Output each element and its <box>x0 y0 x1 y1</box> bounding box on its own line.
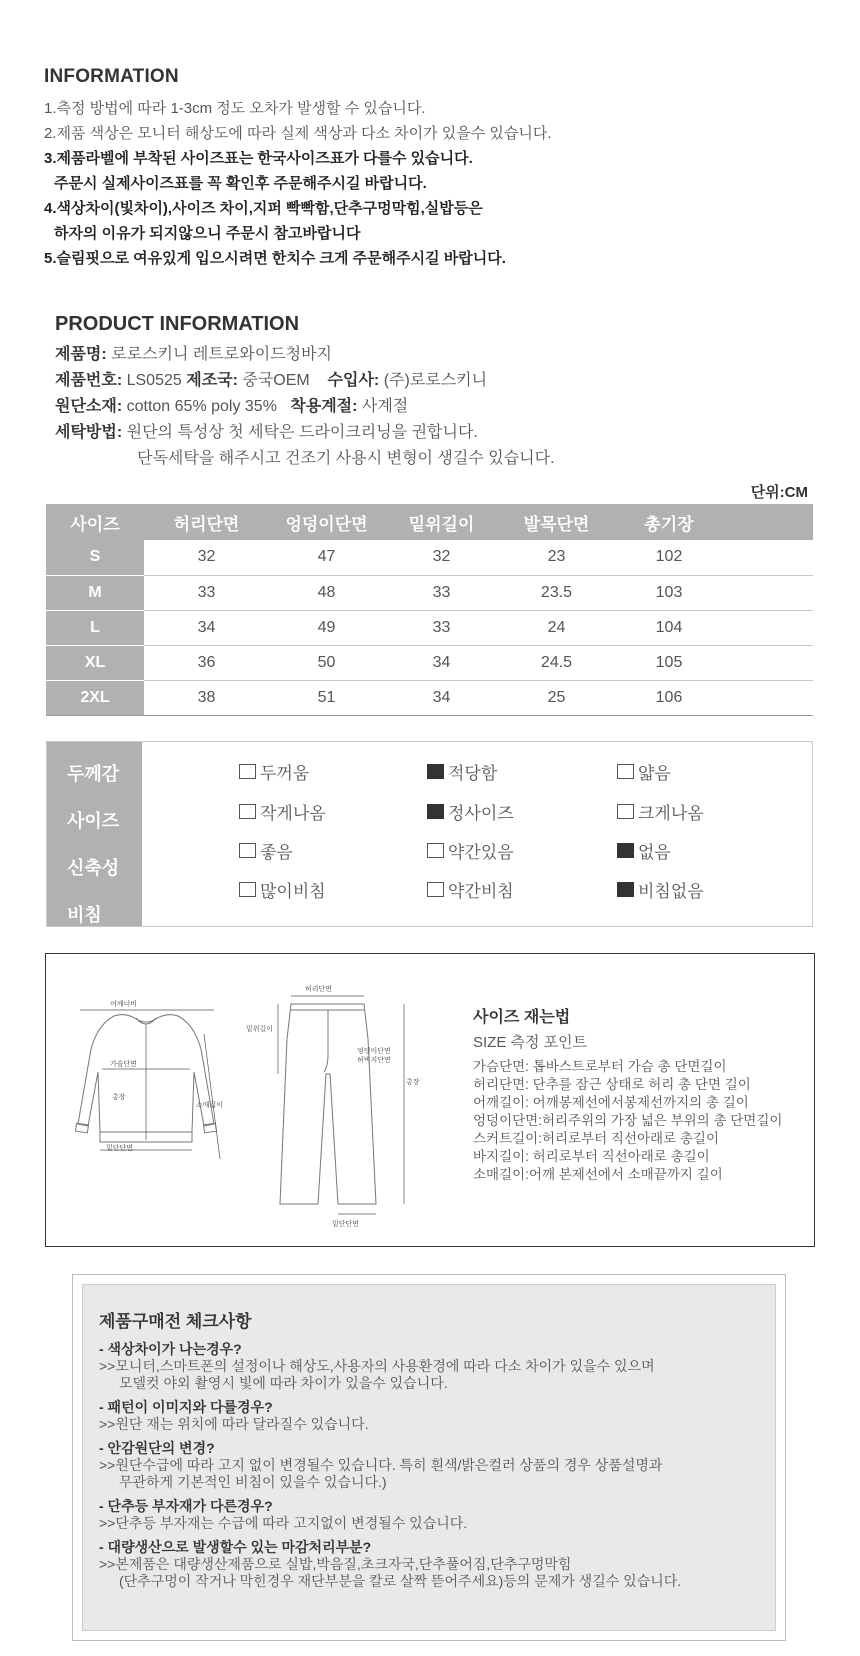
label-thigh: 허벅지단면 <box>357 1057 391 1064</box>
header-spacer <box>724 504 813 540</box>
info-line-5: 5.슬림핏으로 여유있게 입으시려면 한치수 크게 주문해주시길 바랍니다. <box>44 250 506 267</box>
feel-option-label: 좋음 <box>260 843 293 862</box>
feel-label-stretch: 신축성 <box>67 858 120 878</box>
label-sleeve: 소매길이 <box>196 1102 224 1109</box>
feel-option <box>617 799 704 824</box>
unchecked-box-icon <box>427 843 444 858</box>
product-name-label: 제품명: <box>55 346 107 363</box>
table-cell: 49 <box>269 610 384 645</box>
info-line-3: 3.제품라벨에 부착된 사이즈표는 한국사이즈표가 다를수 있습니다. <box>44 150 473 167</box>
fabric-row <box>55 394 815 420</box>
importer-label: 수입사: <box>327 372 380 389</box>
feel-label-column <box>47 742 142 926</box>
measure-point: 가슴단면: 톱바스트로부터 가슴 총 단면길이 <box>473 1059 727 1074</box>
feel-option <box>427 838 514 863</box>
feel-option-label: 크게나옴 <box>638 804 704 823</box>
feel-option-label: 약간비침 <box>448 882 514 901</box>
check-title: 제품구매전 체크사항 <box>99 1312 252 1331</box>
table-cell-empty <box>724 645 813 680</box>
table-cell: 106 <box>614 680 724 715</box>
table-cell: 36 <box>144 645 269 680</box>
feel-option <box>239 759 309 784</box>
table-cell: 33 <box>144 575 269 610</box>
feel-option <box>617 759 671 784</box>
wash-row <box>55 420 815 446</box>
product-information-section <box>55 313 815 472</box>
size-cell: S <box>46 540 144 575</box>
check-answer: >>모니터,스마트폰의 설정이나 해상도,사용자의 사용환경에 따라 다소 차이가 있을수 있으며 <box>99 1358 655 1374</box>
header-waist: 허리단면 <box>144 504 269 540</box>
pants-illustration <box>280 1004 376 1204</box>
size-cell: XL <box>46 645 144 680</box>
unchecked-box-icon <box>617 804 634 819</box>
table-cell: 51 <box>269 680 384 715</box>
table-cell: 34 <box>384 680 499 715</box>
check-item <box>99 1439 759 1491</box>
feel-option <box>427 877 514 902</box>
label-shirt-hem: 밑단단면 <box>106 1145 134 1152</box>
feel-option-label: 많이비침 <box>260 882 326 901</box>
table-cell: 38 <box>144 680 269 715</box>
header-rise: 밑위길이 <box>384 504 499 540</box>
feel-option <box>239 838 293 863</box>
table-cell: 34 <box>144 610 269 645</box>
check-question: - 단추등 부자재가 다른경우? <box>99 1498 273 1514</box>
checked-box-icon <box>427 764 444 779</box>
table-cell: 25 <box>499 680 614 715</box>
fabric-label: 원단소재: <box>55 398 123 415</box>
info-line-2: 2.제품 색상은 모니터 해상도에 따라 실제 색상과 다소 차이가 있을수 있습니다. <box>44 125 552 142</box>
check-question: - 안감원단의 변경? <box>99 1440 215 1456</box>
feel-option <box>427 759 497 784</box>
table-row <box>46 680 813 715</box>
check-item <box>99 1340 759 1392</box>
measure-subtitle: SIZE 측정 포인트 <box>473 1034 588 1051</box>
label-hip: 엉덩이단면 <box>357 1048 391 1055</box>
season-label: 착용계절: <box>290 398 358 415</box>
feel-label-size: 사이즈 <box>67 811 120 831</box>
measure-point: 소매길이:어깨 본제선에서 소매끝까지 길이 <box>473 1167 723 1182</box>
importer-value: (주)로로스키니 <box>383 372 488 389</box>
label-pants-hem: 밑단단면 <box>332 1221 360 1228</box>
table-cell: 50 <box>269 645 384 680</box>
check-question: - 패턴이 이미지와 다를경우? <box>99 1399 273 1415</box>
product-number-row <box>55 368 815 394</box>
table-cell: 105 <box>614 645 724 680</box>
pants-measure-lines <box>278 996 404 1214</box>
feel-option-label: 약간있음 <box>448 843 514 862</box>
size-table <box>46 504 813 716</box>
table-cell-empty <box>724 540 813 575</box>
measure-point: 허리단면: 단추를 잠근 상태로 허리 총 단면 길이 <box>473 1077 751 1092</box>
unchecked-box-icon <box>239 804 256 819</box>
wash-line-1: 원단의 특성상 첫 세탁은 드라이크리닝을 권합니다. <box>126 424 478 441</box>
label-shoulder: 어깨너비 <box>110 1001 138 1008</box>
feel-label-thickness: 두께감 <box>67 764 120 784</box>
feel-label-sheer: 비침 <box>67 905 102 925</box>
wash-row-2 <box>55 446 815 472</box>
table-row <box>46 540 813 575</box>
wash-label: 세탁방법: <box>55 424 123 441</box>
table-cell: 33 <box>384 610 499 645</box>
season-value: 사계절 <box>361 398 409 415</box>
table-cell: 47 <box>269 540 384 575</box>
checked-box-icon <box>617 843 634 858</box>
size-cell: 2XL <box>46 680 144 715</box>
unit-label: 단위:CM <box>750 484 808 501</box>
check-answer: (단추구멍이 작거나 막힌경우 재단부분을 칼로 살짝 뜯어주세요)등의 문제가 생길수 있습니다. <box>119 1573 682 1589</box>
label-chest: 가슴단면 <box>110 1061 138 1068</box>
product-name-row <box>55 342 815 368</box>
size-diagram <box>45 953 815 1247</box>
feel-option-label: 정사이즈 <box>448 804 514 823</box>
product-number-label: 제품번호: <box>55 372 123 389</box>
header-hip: 엉덩이단면 <box>269 504 384 540</box>
feel-option-label: 없음 <box>638 843 671 862</box>
table-row <box>46 610 813 645</box>
maker-value: 중국OEM <box>242 372 310 389</box>
table-cell: 48 <box>269 575 384 610</box>
table-cell: 32 <box>144 540 269 575</box>
label-waist: 허리단면 <box>305 986 333 993</box>
size-cell: M <box>46 575 144 610</box>
measure-point: 어깨길이: 어깨봉제선에서봉제선까지의 총 길이 <box>473 1095 749 1110</box>
feel-option-label: 두꺼움 <box>260 764 310 783</box>
table-cell: 23.5 <box>499 575 614 610</box>
feel-option-label: 적당함 <box>448 764 498 783</box>
checked-box-icon <box>427 804 444 819</box>
table-cell: 33 <box>384 575 499 610</box>
check-answer: 모델컷 야외 촬영시 빛에 따라 차이가 있을수 있습니다. <box>119 1375 448 1391</box>
info-line-3b: 주문시 실제사이즈표를 꼭 확인후 주문해주시길 바랍니다. <box>54 175 427 192</box>
check-item <box>99 1398 759 1433</box>
info-line-4: 4.색상차이(빛차이),사이즈 차이,지퍼 빡빡함,단추구멍막힘,실밥등은 <box>44 200 483 217</box>
wash-line-2: 단독세탁을 해주시고 건조기 사용시 변형이 생길수 있습니다. <box>137 450 555 467</box>
size-cell: L <box>46 610 144 645</box>
info-line-1: 1.측정 방법에 따라 1-3cm 정도 오차가 발생할 수 있습니다. <box>44 100 426 117</box>
size-table-header <box>46 504 813 540</box>
product-information-title: PRODUCT INFORMATION <box>55 313 300 335</box>
header-ankle: 발목단면 <box>499 504 614 540</box>
check-answer: >>본제품은 대량생산제품으로 실밥,박음질,초크자국,단추풀어짐,단추구멍막힘 <box>99 1556 572 1572</box>
table-cell: 24 <box>499 610 614 645</box>
label-shirt-length: 총장 <box>112 1094 126 1101</box>
measure-point: 바지길이: 허리로부터 직선아래로 총길이 <box>473 1149 710 1164</box>
measure-point: 스커트길이:허리로부터 직선아래로 총길이 <box>473 1131 719 1146</box>
check-answer: >>원단 재는 위치에 따라 달라질수 있습니다. <box>99 1416 369 1432</box>
table-row <box>46 645 813 680</box>
measure-title: 사이즈 재는법 <box>473 1009 571 1026</box>
table-cell: 104 <box>614 610 724 645</box>
label-pants-length: 총장 <box>406 1079 420 1086</box>
table-cell-empty <box>724 680 813 715</box>
information-section <box>44 66 824 271</box>
measure-guide <box>473 1004 808 1184</box>
feel-option-label: 작게나옴 <box>260 804 326 823</box>
feel-option <box>617 838 671 863</box>
check-question: - 대량생산으로 발생할수 있는 마감처리부분? <box>99 1539 372 1555</box>
header-size: 사이즈 <box>46 504 144 540</box>
product-name-value: 로로스키니 레트로와이드청바지 <box>111 346 332 363</box>
feel-option <box>617 877 704 902</box>
unchecked-box-icon <box>617 764 634 779</box>
product-number-value: LS0525 <box>126 372 182 389</box>
check-answer: 무관하게 기본적인 비침이 있을수 있습니다.) <box>119 1474 387 1490</box>
table-row <box>46 575 813 610</box>
purchase-check-box <box>82 1284 776 1631</box>
label-rise: 밑위길이 <box>246 1026 274 1033</box>
table-cell: 103 <box>614 575 724 610</box>
sweatshirt-measure-lines <box>80 1010 220 1159</box>
maker-label: 제조국: <box>186 372 238 389</box>
table-cell-empty <box>724 610 813 645</box>
table-cell: 24.5 <box>499 645 614 680</box>
check-answer: >>단추등 부자재는 수급에 따라 고지없이 변경될수 있습니다. <box>99 1515 468 1531</box>
unchecked-box-icon <box>427 882 444 897</box>
header-length: 총기장 <box>614 504 724 540</box>
table-cell: 23 <box>499 540 614 575</box>
table-cell: 32 <box>384 540 499 575</box>
fit-feel-table <box>46 741 813 927</box>
feel-option-label: 얇음 <box>638 764 671 783</box>
checked-box-icon <box>617 882 634 897</box>
feel-option-label: 비침없음 <box>638 882 704 901</box>
garment-illustration <box>46 954 466 1246</box>
unchecked-box-icon <box>239 882 256 897</box>
table-cell-empty <box>724 575 813 610</box>
table-cell: 34 <box>384 645 499 680</box>
info-line-4b: 하자의 이유가 되지않으니 주문시 참고바랍니다 <box>54 225 361 242</box>
unchecked-box-icon <box>239 764 256 779</box>
unchecked-box-icon <box>239 843 256 858</box>
check-answer: >>원단수급에 따라 고지 없이 변경될수 있습니다. 특히 흰색/밝은컬러 상품의 경우 상품설명과 <box>99 1457 663 1473</box>
purchase-check-section <box>72 1274 786 1641</box>
feel-option <box>427 799 514 824</box>
table-cell: 102 <box>614 540 724 575</box>
check-item <box>99 1497 759 1532</box>
feel-option <box>239 799 326 824</box>
check-item <box>99 1538 759 1590</box>
check-question: - 색상차이가 나는경우? <box>99 1341 242 1357</box>
measure-point: 엉덩이단면:허리주위의 가장 넓은 부위의 총 단면길이 <box>473 1113 783 1128</box>
feel-option <box>239 877 326 902</box>
information-title: INFORMATION <box>44 66 179 87</box>
fabric-value: cotton 65% poly 35% <box>126 398 277 415</box>
